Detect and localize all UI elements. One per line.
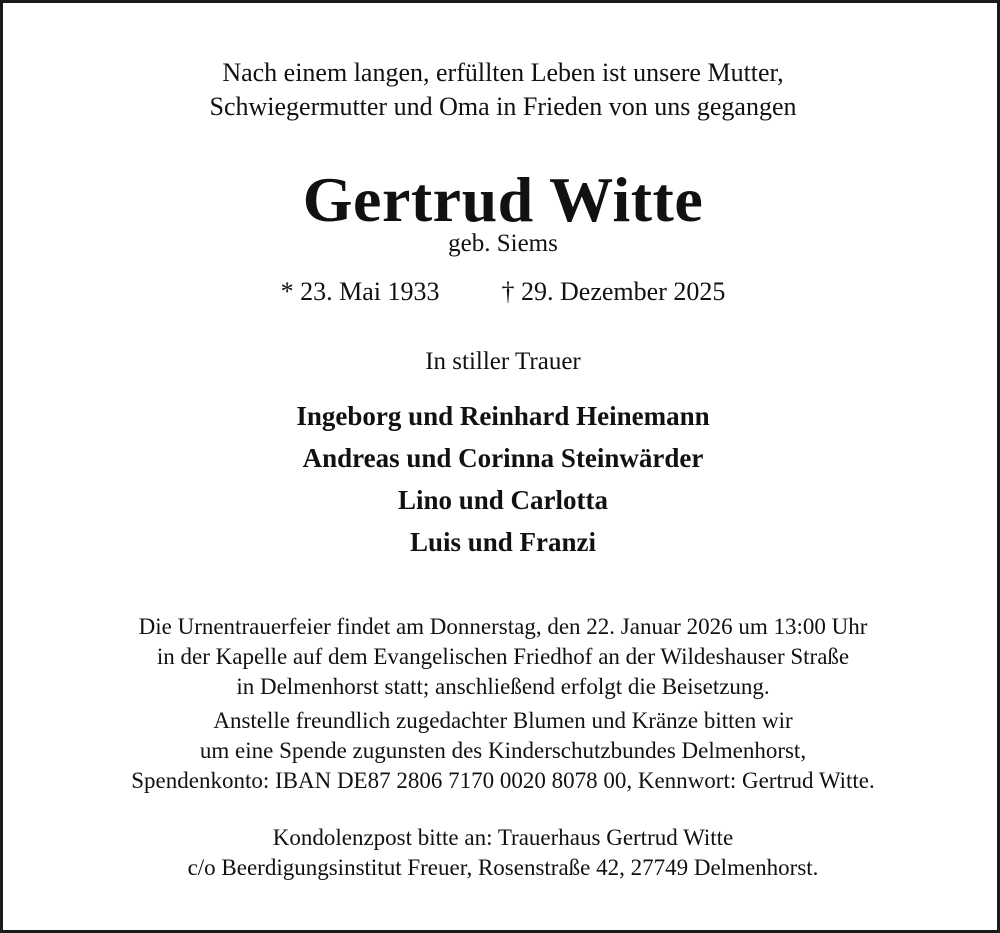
- condolence-line-1: Kondolenzpost bitte an: Trauerhaus Gertrud Witte: [272, 825, 734, 850]
- family-member-3: Lino und Carlotta: [397, 485, 609, 515]
- life-dates: [3, 277, 1000, 307]
- maiden-name: geb. Siems: [448, 230, 558, 257]
- death-date: † 29. Dezember 2025: [501, 277, 726, 306]
- intro-line-2: Schwiegermutter und Oma in Frieden von uns gegangen: [209, 92, 797, 121]
- family-member-4: Luis und Franzi: [409, 527, 597, 557]
- donation-line-3: Spendenkonto: IBAN DE87 2806 7170 0020 8078 00, Kennwort: Gertrud Witte.: [131, 768, 875, 793]
- ceremony-line-2: in der Kapelle auf dem Evangelischen Friedhof an der Wildeshauser Straße: [156, 644, 850, 669]
- ceremony-line-3: in Delmenhorst statt; anschließend erfolgt die Beisetzung.: [236, 674, 770, 699]
- donation-line-1: Anstelle freundlich zugedachter Blumen und Kränze bitten wir: [213, 708, 793, 733]
- family-member-1: Ingeborg und Reinhard Heinemann: [296, 401, 710, 431]
- family-member-2: Andreas und Corinna Steinwärder: [302, 443, 704, 473]
- deceased-name: Gertrud Witte: [302, 164, 704, 235]
- birth-date: * 23. Mai 1933: [280, 277, 440, 306]
- mourning-phrase: In stiller Trauer: [425, 348, 581, 375]
- condolence-line-2: c/o Beerdigungsinstitut Freuer, Rosenstraße 42, 27749 Delmenhorst.: [187, 855, 819, 880]
- intro-line-1: Nach einem langen, erfüllten Leben ist unsere Mutter,: [222, 58, 784, 87]
- donation-line-2: um eine Spende zugunsten des Kinderschutzbundes Delmenhorst,: [199, 738, 807, 763]
- ceremony-line-1: Die Urnentrauerfeier findet am Donnerstag, den 22. Januar 2026 um 13:00 Uhr: [138, 614, 868, 639]
